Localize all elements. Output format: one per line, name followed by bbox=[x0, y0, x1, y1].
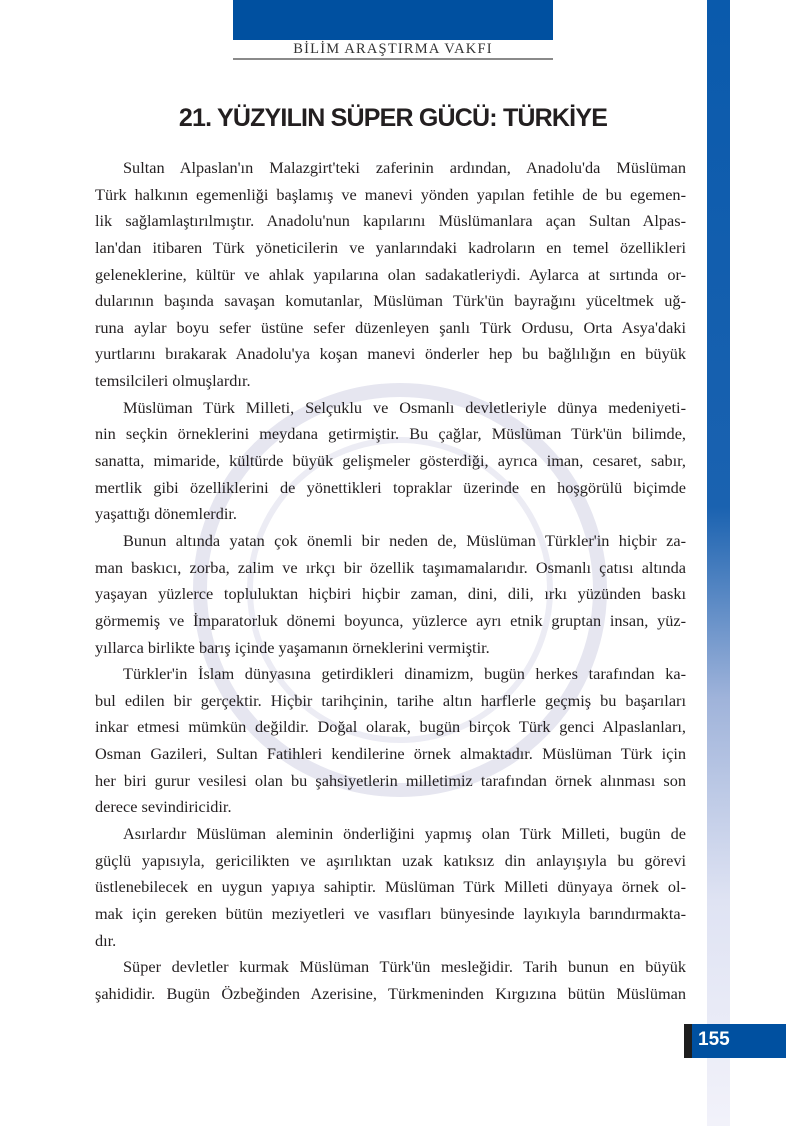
text-line: şahididir. Bugün Özbeğinden Azerisine, Türkmeninden Kırgızına bütün Müslüman bbox=[95, 983, 686, 1003]
paragraph bbox=[95, 954, 686, 1007]
text-line: Asırlardır Müslüman aleminin önderliğini yapmış olan Türk Milleti, bugün de bbox=[123, 824, 686, 844]
text-line: nin seçkin örneklerini meydana getirmiştir. Bu çağlar, Müslüman Türk'ün bilimde, bbox=[95, 424, 686, 444]
text-line: görmemiş ve İmparatorluk dönemi boyunca, yüzlerce ayrı etnik gruptan insan, yüz- bbox=[95, 610, 686, 630]
page-title: 21. YÜZYILIN SÜPER GÜCÜ: TÜRKİYE bbox=[178, 104, 608, 132]
text-line: Türk halkının egemenliği başlamış ve manevi yönden yapılan fetihle de bu egemen- bbox=[95, 184, 686, 204]
text-line: Süper devletler kurmak Müslüman Türk'ün mesleğidir. Tarih bunun en büyük bbox=[123, 957, 686, 977]
paragraph bbox=[95, 155, 686, 395]
text-line: Türkler'in İslam dünyasına getirdikleri dinamizm, bugün herkes tarafından ka- bbox=[123, 664, 686, 684]
text-line: mertlik gibi özelliklerini de yönettikleri topraklar üzerinde en hoşgörülü biçimde bbox=[95, 477, 686, 497]
text-line: güçlü yapısıyla, gericilikten ve aşırılıktan uzak katıksız din anlayışıyla bu görevi bbox=[95, 850, 686, 870]
text-line: Sultan Alpaslan'ın Malazgirt'teki zaferinin ardından, Anadolu'da Müslüman bbox=[123, 158, 686, 177]
text-line: yurtlarını bırakarak Anadolu'ya koşan manevi önderler hep bu bağlılığın en büyük bbox=[95, 344, 686, 364]
text-line: yaşayan yüzlerce topluluktan hiçbiri hiçbir zaman, dini, dili, ırkı yüzünden baskı bbox=[95, 584, 686, 604]
text-line: Osman Gazileri, Sultan Fatihleri kendilerine örnek almaktadır. Müslüman Türk için bbox=[95, 744, 686, 764]
article-body bbox=[95, 155, 686, 1008]
text-line: Müslüman Türk Milleti, Selçuklu ve Osmanlı devletleriyle dünya medeniyeti- bbox=[123, 397, 686, 417]
header-color-bar bbox=[233, 0, 553, 40]
paragraph bbox=[95, 821, 686, 954]
text-line: lik sağlamlaştırılmıştır. Anadolu'nun kapılarını Müslümanlara açan Sultan Alpas- bbox=[95, 211, 686, 231]
text-line: yıllarca birlikte barış içinde yaşamanın örneklerini vermiştir. bbox=[95, 637, 490, 657]
text-line: geleneklerine, kültür ve ahlak yapılarına olan sadakatleriydi. Aylarca at sırtında or- bbox=[95, 264, 686, 284]
text-line: her biri gurur vesilesi olan bu şahsiyetlerin milletimiz tarafından örnek alınması son bbox=[95, 770, 686, 790]
paragraph bbox=[95, 661, 686, 821]
text-line: inkar etmesi mümkün değildir. Doğal olarak, bugün birçok Türk genci Alpaslanları, bbox=[95, 717, 686, 737]
text-line: dularının başında savaşan komutanlar, Müslüman Türk'ün bayrağını yüceltmek uğ- bbox=[95, 291, 686, 311]
page-edge-stripe bbox=[707, 0, 730, 1126]
text-line: temsilcileri olmuşlardır. bbox=[95, 371, 251, 391]
text-line: dır. bbox=[95, 930, 117, 950]
paragraph bbox=[95, 528, 686, 661]
header-rule bbox=[233, 58, 553, 60]
text-line: lan'dan itibaren Türk yöneticilerin ve yanlarındaki kadroların en temel özellikleri bbox=[95, 237, 686, 257]
text-line: yaşattığı dönemlerdir. bbox=[95, 504, 237, 524]
running-header: BİLİM ARAŞTIRMA VAKFI bbox=[293, 41, 493, 57]
paragraph bbox=[95, 395, 686, 528]
text-line: man baskıcı, zorba, zalim ve ırkçı bir özellik taşımamalarıdır. Osmanlı çatısı altında bbox=[95, 557, 686, 577]
text-line: runa aylar boyu sefer üstüne sefer düzenleyen şanlı Türk Ordusu, Orta Asya'daki bbox=[95, 317, 686, 337]
text-line: sanatta, mimaride, kültürde büyük gelişmeler gösterdiği, ayrıca iman, cesaret, sabır, bbox=[95, 451, 686, 471]
text-line: mak için gereken bütün meziyetleri ve vasıfları bünyesinde layıkıyla barındırmakta- bbox=[95, 903, 686, 923]
page-number: 155 bbox=[698, 1029, 730, 1050]
page-number-tab bbox=[684, 1024, 786, 1058]
text-line: bul edilen bir gerçektir. Hiçbir tarihçinin, tarihe altın harflerle geçmiş bu başarıları bbox=[95, 690, 686, 710]
text-line: derece sevindiricidir. bbox=[95, 797, 232, 817]
page-number-tab-edge bbox=[684, 1024, 692, 1058]
text-line: Bunun altında yatan çok önemli bir neden de, Müslüman Türkler'in hiçbir za- bbox=[123, 530, 686, 550]
text-line: üstlenebilecek en uygun yapıya sahiptir. Müslüman Türk Milleti dünyaya örnek ol- bbox=[95, 877, 686, 897]
